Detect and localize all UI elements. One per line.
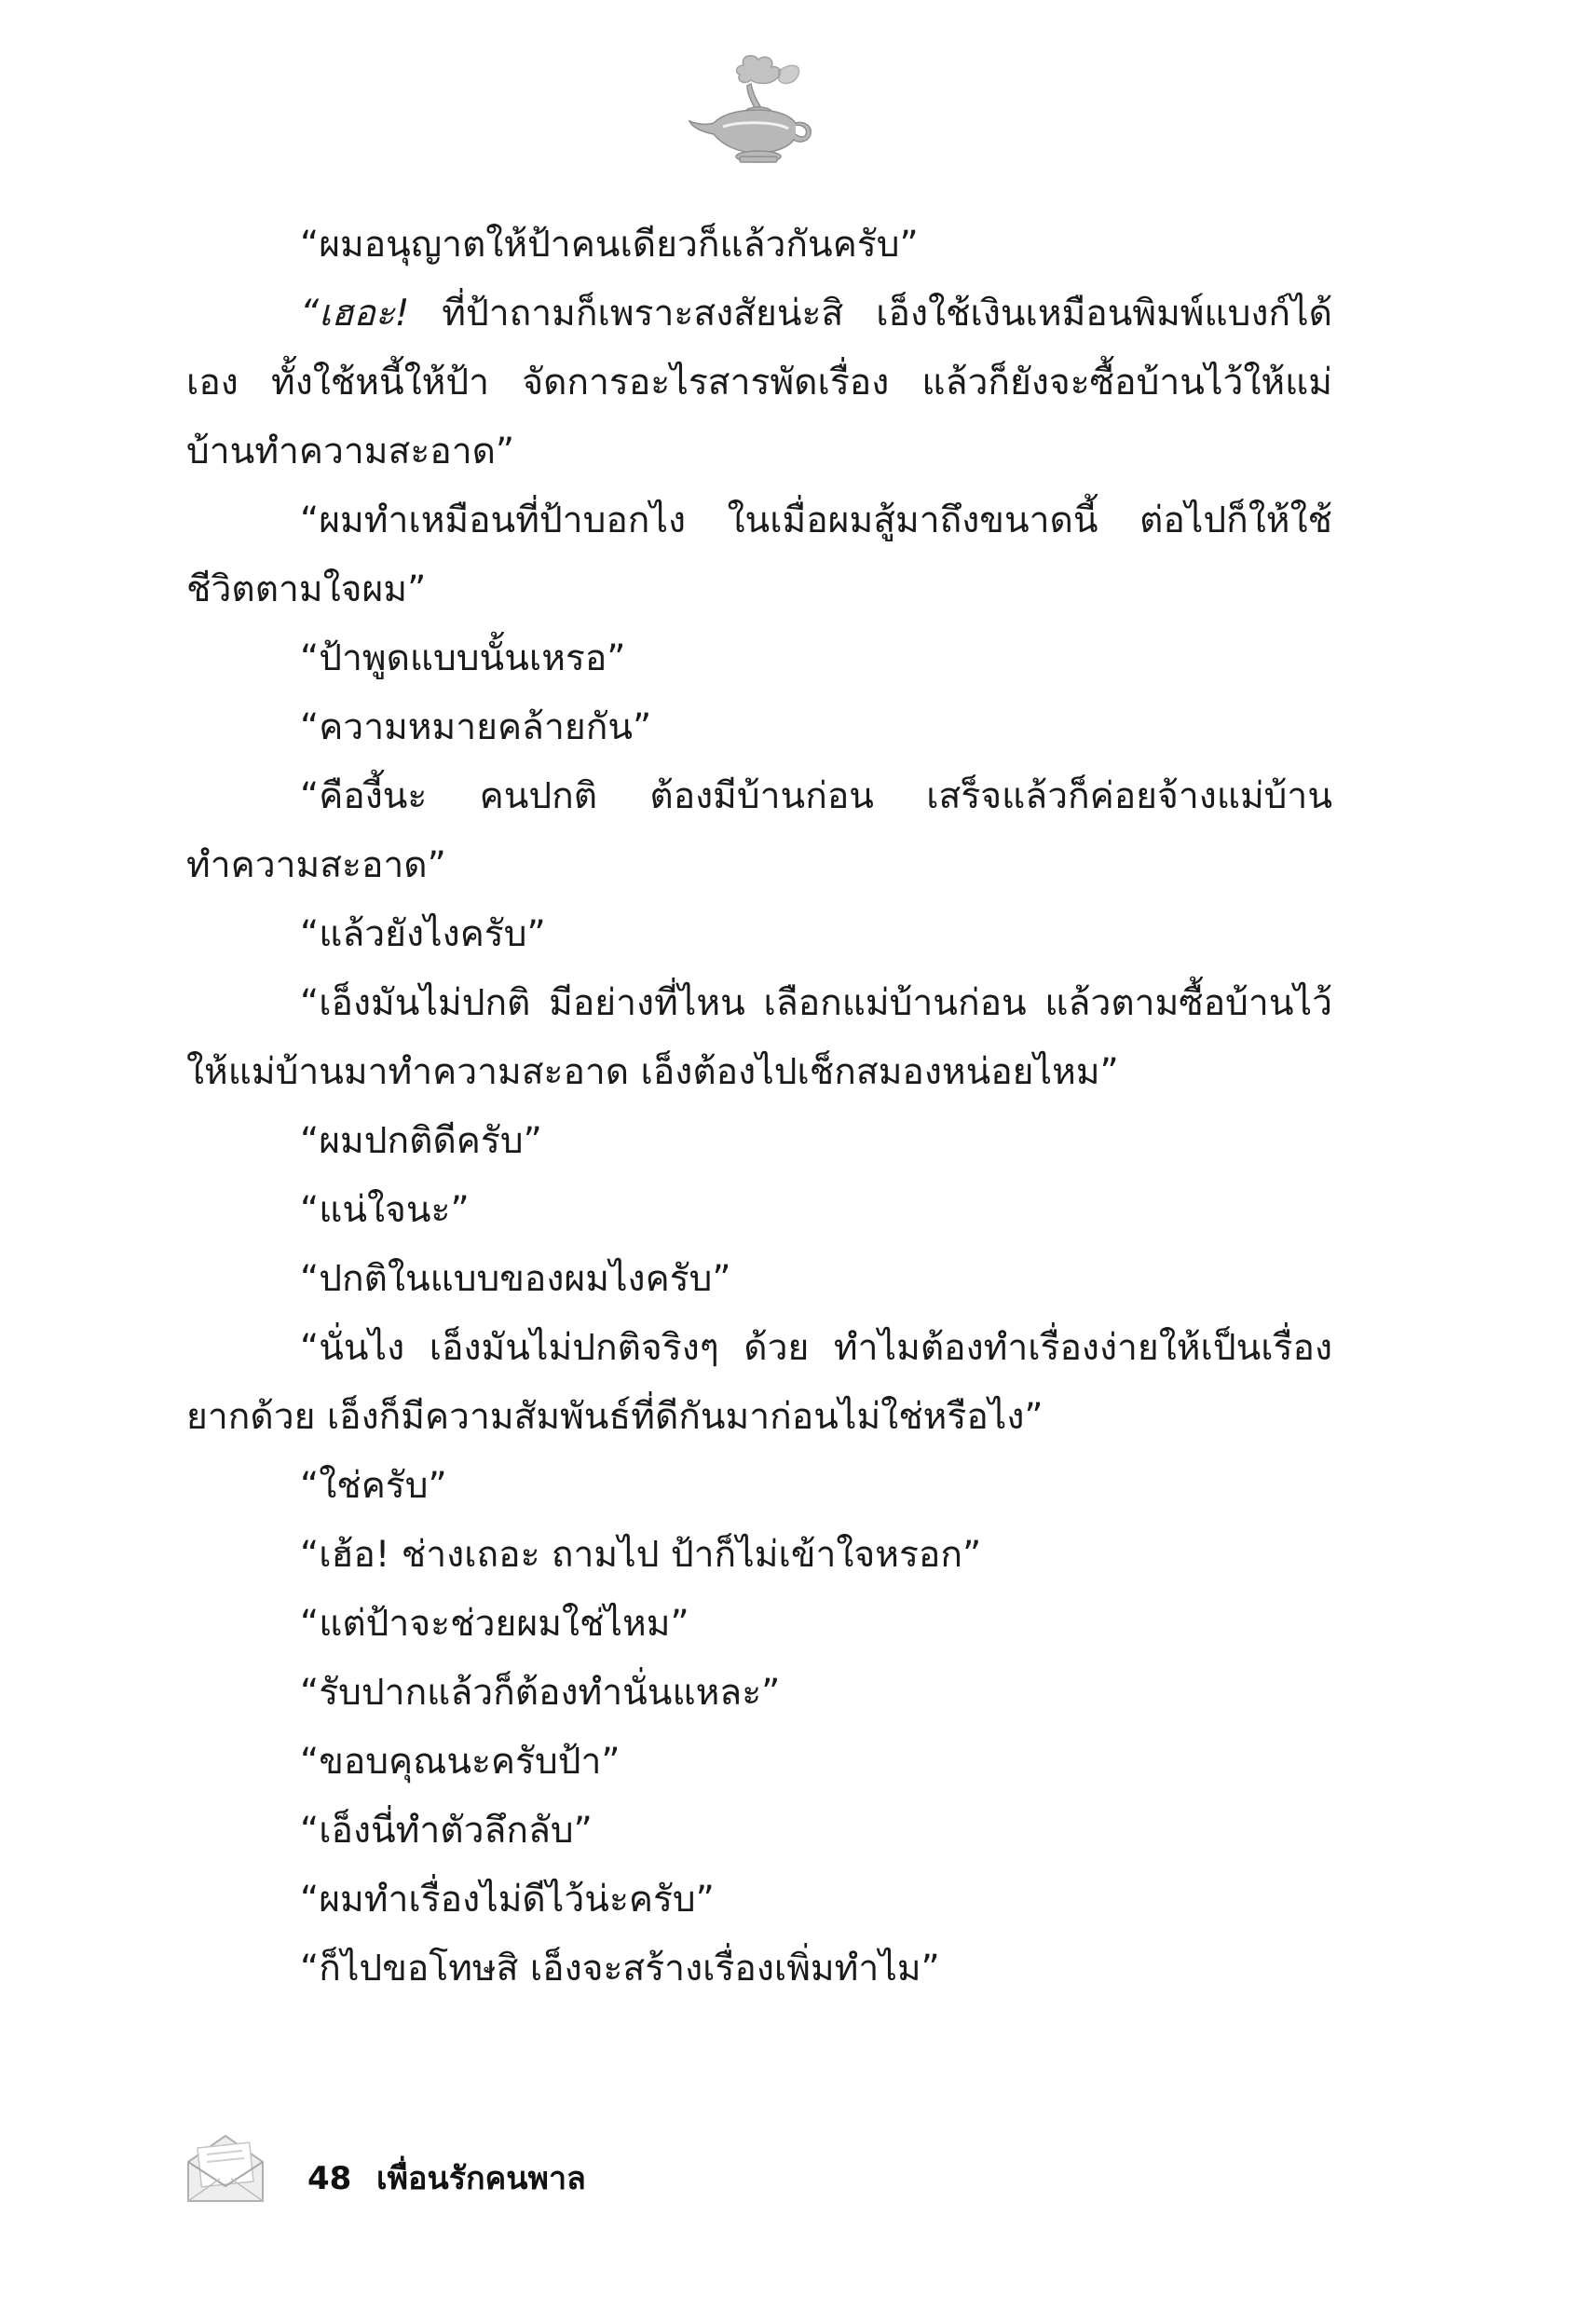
paragraph: “ใช่ครับ”	[300, 1465, 447, 1507]
paragraph: “แล้วยังไงครับ”	[300, 913, 546, 955]
envelope-icon	[183, 2125, 268, 2207]
paragraph: “ก็ไปขอโทษสิ เอ็งจะสร้างเรื่องเพิ่มทำไม”	[300, 1948, 940, 1990]
paragraph: “ผมอนุญาตให้ป้าคนเดียวก็แล้วกันครับ”	[300, 224, 919, 266]
paragraph: “ผมปกติดีครับ”	[300, 1120, 542, 1162]
paragraph: “ผมทำเหมือนที่ป้าบอกไง ในเมื่อผมสู้มาถึงขนาดนี้ ต่อไปก็ให้ใช้ชีวิตตามใจผม”	[186, 499, 1332, 610]
paragraph: “เฮอะ! ที่ป้าถามก็เพราะสงสัยน่ะสิ เอ็งใช้เงินเหมือนพิมพ์แบงก์ได้เอง ทั้งใช้หนี้ให้ป้า จัดการอะไรสารพัดเรื่อง แล้วก็ยังจะซื้อบ้านไว้ให้แม่บ้านทำความสะอาด”	[186, 293, 1332, 472]
paragraph: “เฮ้อ! ช่างเถอะ ถามไป ป้าก็ไม่เข้าใจหรอก”	[300, 1534, 982, 1576]
page-footer	[183, 2125, 835, 2227]
paragraph: “แต่ป้าจะช่วยผมใช่ไหม”	[300, 1603, 689, 1645]
paragraph: “แน่ใจนะ”	[300, 1189, 470, 1231]
paragraph: “ผมทำเรื่องไม่ดีไว้น่ะครับ”	[300, 1879, 715, 1921]
book-title: เพื่อนรักคนพาล	[376, 2160, 586, 2197]
paragraph: “ป้าพูดแบบนั้นเหรอ”	[300, 637, 626, 679]
paragraph: “ปกติในแบบของผมไงครับ”	[300, 1258, 731, 1300]
story-text	[186, 211, 1332, 2003]
paragraph: “เอ็งมันไม่ปกติ มีอย่างที่ไหน เลือกแม่บ้านก่อน แล้วตามซื้อบ้านไว้ให้แม่บ้านมาทำความสะอาด เอ็งต้องไปเช็กสมองหน่อยไหม”	[186, 982, 1332, 1093]
emphasis: “เฮอะ!	[300, 293, 410, 335]
page-number: 48	[307, 2160, 352, 2197]
paragraph: “รับปากแล้วก็ต้องทำนั่นแหละ”	[300, 1672, 781, 1714]
paragraph: “เอ็งนี่ทำตัวลึกลับ”	[300, 1810, 593, 1852]
paragraph: “คืองี้นะ คนปกติ ต้องมีบ้านก่อน เสร็จแล้วก็ค่อยจ้างแม่บ้านทำความสะอาด”	[186, 775, 1332, 886]
genie-lamp-icon	[686, 52, 825, 173]
paragraph: “นั่นไง เอ็งมันไม่ปกติจริงๆ ด้วย ทำไมต้องทำเรื่องง่ายให้เป็นเรื่องยากด้วย เอ็งก็มีความสัมพันธ์ที่ดีกันมาก่อนไม่ใช่หรือไง”	[186, 1327, 1332, 1438]
paragraph: “ขอบคุณนะครับป้า”	[300, 1741, 621, 1783]
paragraph: “ความหมายคล้ายกัน”	[300, 706, 652, 748]
